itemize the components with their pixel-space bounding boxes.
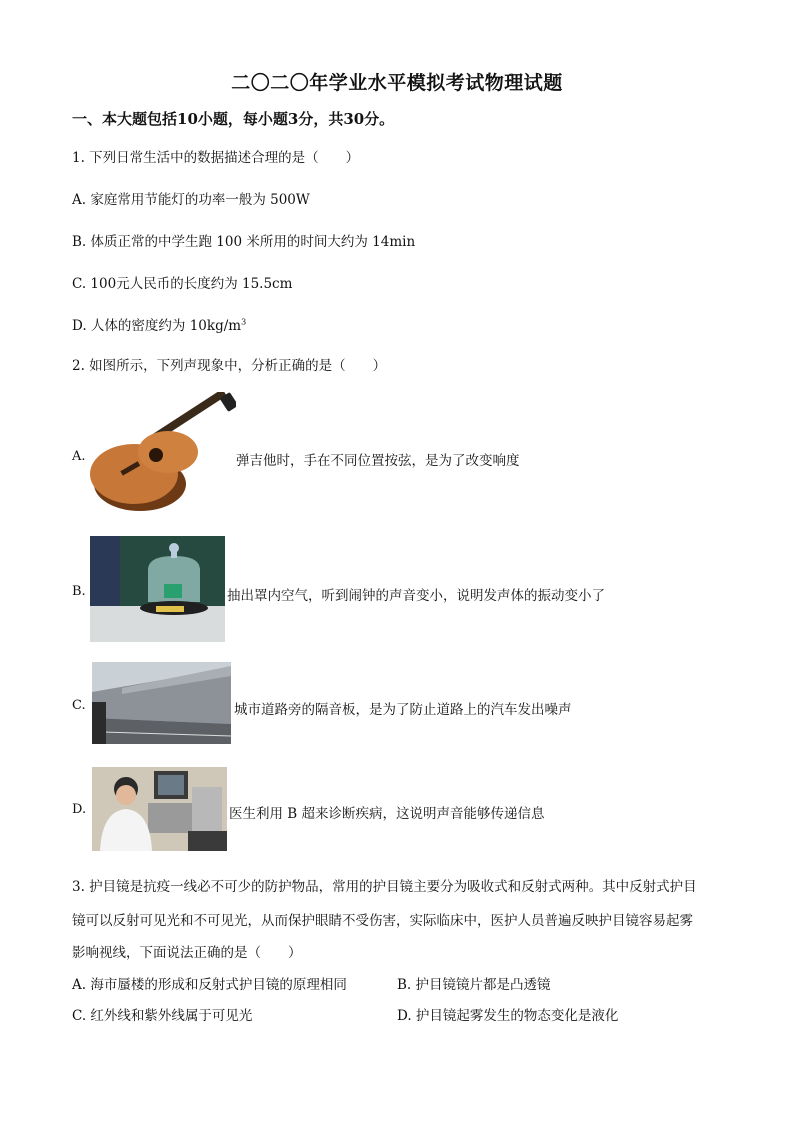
q2-option-d-letter: D.: [72, 802, 87, 817]
bell-jar-image: [90, 536, 225, 642]
page-title: 二〇二〇年学业水平模拟考试物理试题: [231, 72, 563, 94]
q2-option-c-text: 城市道路旁的隔音板，是为了防止道路上的汽车发出噪声: [234, 702, 572, 718]
q2-option-c-letter: C.: [72, 698, 86, 713]
q3-option-b: B. 护目镜镜片都是凸透镜: [397, 977, 551, 993]
section-heading: 一、本大题包括10小题，每小题3分，共30分。: [72, 110, 395, 128]
q2-option-b-text: 抽出罩内空气，听到闹钟的声音变小，说明发声体的振动变小了: [227, 588, 605, 604]
q1-option-b: B. 体质正常的中学生跑 100 米所用的时间大约为 14min: [72, 234, 416, 250]
q1-option-d-superscript: 3: [241, 317, 247, 327]
q3-stem-line-1: 3. 护目镜是抗疫一线必不可少的防护物品，常用的护目镜主要分为吸收式和反射式两种。其中反射式护目: [72, 879, 697, 895]
q3-option-d: D. 护目镜起雾发生的物态变化是液化: [397, 1008, 619, 1024]
q1-option-c: C. 100元人民币的长度约为 15.5cm: [72, 276, 293, 292]
q3-stem-line-3: 影响视线，下面说法正确的是（ ）: [72, 945, 302, 961]
guitar-image: [90, 392, 236, 518]
q3-option-a: A. 海市蜃楼的形成和反射式护目镜的原理相同: [72, 977, 347, 993]
q3-stem-line-2: 镜可以反射可见光和不可见光，从而保护眼睛不受伤害，实际临床中，医护人员普遍反映护目镜容易起雾: [72, 913, 693, 929]
q2-option-a-letter: A.: [72, 449, 86, 464]
q3-option-c: C. 红外线和紫外线属于可见光: [72, 1008, 253, 1024]
q2-stem: 2. 如图所示，下列声现象中，分析正确的是（ ）: [72, 358, 387, 374]
ultrasound-doctor-image: [92, 767, 227, 851]
q2-option-b-letter: B.: [72, 584, 86, 599]
q1-stem: 1. 下列日常生活中的数据描述合理的是（ ）: [72, 150, 360, 166]
q1-option-d-text: D. 人体的密度约为 10kg/m: [72, 318, 242, 334]
sound-barrier-image: [92, 662, 231, 744]
q1-option-d: [72, 314, 246, 334]
q2-option-a-text: 弹吉他时，手在不同位置按弦，是为了改变响度: [236, 453, 520, 469]
q1-option-a: A. 家庭常用节能灯的功率一般为 500W: [72, 192, 310, 208]
q2-option-d-text: 医生利用 B 超来诊断疾病，这说明声音能够传递信息: [229, 806, 545, 822]
